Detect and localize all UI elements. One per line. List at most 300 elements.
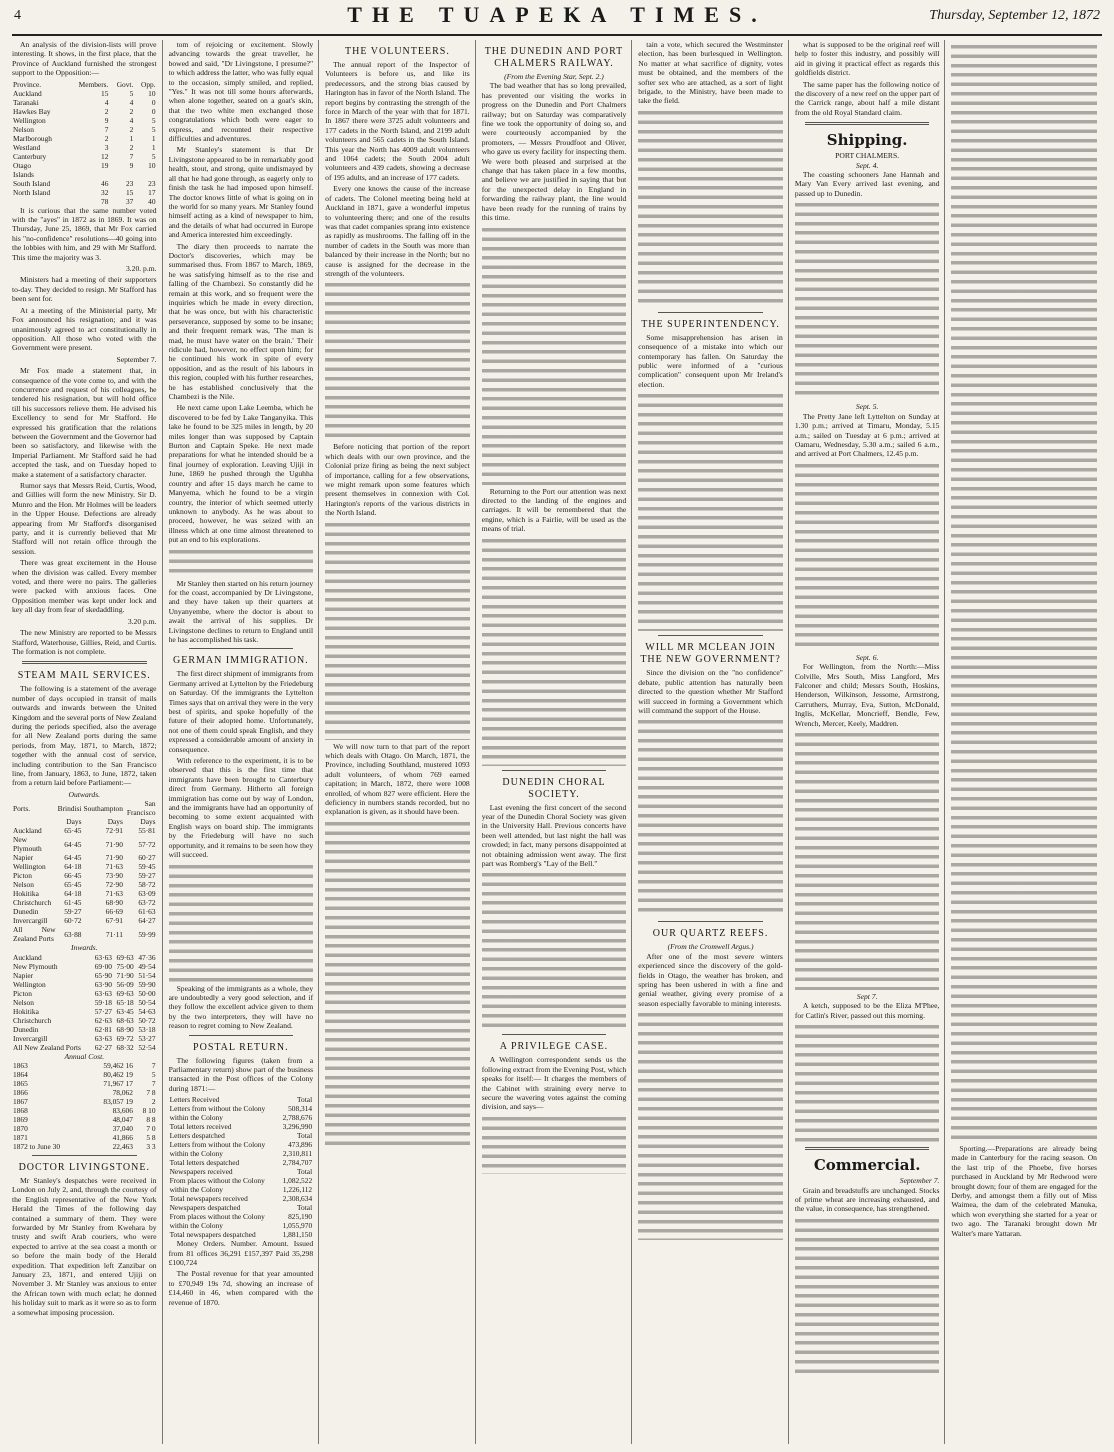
article-text: An analysis of the division-lists will prove interesting. It shows, in the first place, that the Province of Auckland furnished the strongest support to the Opposition:—	[12, 40, 157, 78]
table-cell: 55·81	[138, 826, 156, 836]
table-cell: 78	[101, 196, 109, 206]
article-text: Before noticing that portion of the report which deals with our own province, and the Colonial prize firing as being the next subject of importance, calling for a few observations, we might remark upon some features which present themselves in connexion with Col. Harington's reports of the various districts in the North Island.	[325, 442, 470, 518]
table-row	[169, 1104, 314, 1113]
article-text: Money Orders. Number. Amount. Issued from 81 offices 36,291 £157,397 Paid 35,298 £100,724	[168, 1239, 314, 1267]
column-header: Days	[66, 817, 82, 827]
table-cell: 63·72	[138, 898, 156, 908]
table-cell: 69·63	[116, 952, 134, 962]
illegible-text-block	[482, 225, 627, 485]
article-heading: A PRIVILEGE CASE.	[499, 1041, 609, 1053]
table-cell: 63·09	[138, 889, 156, 899]
table-cell: 2,310,811	[282, 1149, 313, 1159]
table-cell: 1871	[13, 1133, 28, 1142]
table-cell: 53·27	[138, 1033, 156, 1043]
table-row	[12, 188, 157, 197]
table-cell: 3,296,990	[282, 1122, 313, 1132]
article-heading: POSTAL RETURN.	[193, 1041, 289, 1053]
table-cell: 49·54	[138, 961, 156, 971]
table-cell: Auckland	[13, 826, 42, 836]
dateline: Sept. 5.	[855, 402, 879, 412]
table-cell: 57·72	[138, 839, 156, 849]
table-row	[12, 826, 157, 835]
article-text: He next came upon Lake Leemba, which he discovered to be fed by Lake Tanganyika. This lake he found to be 325 miles in length, by 20 miles longer than was supposed by Captain Burton and Captain Speke. He next made preparations for what he intended should be a final journey of exploration. Leaving Ujiji in June, 1869 he pushed through the Uguhha country and after 15 days march he came to Manyema, which he found to be a virgin country, the interior of which seemed utterly unknown to anybody. As he was about to proceed, however, he was seized with an illness which at one time almost threatened to put an end to his explorations.	[168, 403, 314, 545]
page-number: 4	[14, 8, 21, 23]
table-cell: Napier	[13, 970, 34, 980]
table-cell: 83,057 19	[103, 1097, 133, 1106]
table-cell: 1870	[13, 1124, 28, 1133]
table-cell: Total letters despatched	[169, 1158, 240, 1168]
table-row	[12, 962, 157, 971]
table-cell: Total newspapers received	[169, 1194, 248, 1204]
table-cell: Christchurch	[13, 898, 52, 908]
table-cell: Picton	[13, 988, 32, 998]
article-text: Rumor says that Messrs Reid, Curtis, Wood, and Gillies will form the new Ministry. Sir D. Munro and the Hon. Mr Holmes will be leaders in the Upper House. Defections are already appearing from Mr Stafford's disorganised party, and it is currently believed that Mr Stafford will not retain office through the session.	[12, 481, 157, 556]
table-cell: 67·91	[105, 916, 123, 926]
table-cell: 5	[151, 151, 156, 161]
table-row	[12, 170, 157, 179]
column-header: Days	[107, 817, 123, 827]
table-row	[12, 871, 157, 880]
table-row	[12, 880, 157, 889]
table-cell: 22,463	[112, 1142, 133, 1151]
postal-table	[169, 1095, 314, 1239]
table-row	[12, 998, 157, 1007]
table-cell: Total	[297, 1203, 313, 1213]
table-cell: 52·54	[138, 1042, 156, 1052]
table-cell: All New Zealand Ports	[13, 925, 56, 944]
newspaper-title: THE TUAPEKA TIMES.	[347, 2, 767, 27]
divider	[22, 661, 147, 664]
table-cell: within the Colony	[169, 1221, 223, 1231]
table-cell: Wellington	[13, 862, 46, 872]
table-cell: 66·69	[105, 907, 123, 917]
table-cell: Newspapers despatched	[169, 1203, 241, 1213]
table-cell: 0	[151, 106, 156, 116]
illegible-text-block	[482, 536, 627, 766]
table-cell: 2,784,707	[282, 1158, 313, 1168]
article-text: Some misapprehension has arisen in consequence of a mistake into which our contemporary has fallen. On Saturday the public were informed of a "curious complication" consequent upon Mr Ireland's election.	[638, 332, 783, 389]
illegible-text-block	[638, 1010, 783, 1240]
column-5	[638, 40, 789, 1444]
table-cell: 64·18	[64, 862, 82, 872]
column-header: Opp.	[140, 79, 156, 89]
table-cell: 1,226,112	[282, 1185, 313, 1195]
column-header	[12, 817, 57, 826]
dateline: Sept 7.	[856, 991, 878, 1001]
table-cell: 62·27	[94, 1042, 112, 1052]
table-row	[12, 1079, 157, 1088]
table-cell: 2	[104, 133, 109, 143]
table-row	[12, 1133, 157, 1142]
table-cell: 62·81	[94, 1024, 112, 1034]
table-cell: Napier	[13, 853, 34, 863]
table-cell: 1868	[13, 1106, 28, 1115]
table-cell: 4	[129, 97, 134, 107]
table-row	[12, 89, 157, 98]
divider	[658, 635, 763, 636]
article-text: We will now turn to that part of the report which deals with Otago. On March, 1871, the Province, including Southland, mustered 1093 adult volunteers, of whom 769 earned capitation; in March, 1872, there were 1008 enrolled, of whom 827 were efficient. Here the deficiency in numbers stands recorded, but no explanation is given, as it should have been.	[325, 741, 470, 817]
table-cell: 68·90	[116, 1024, 134, 1034]
column-header: Ports.	[13, 803, 31, 813]
table-cell: Canterbury	[13, 151, 47, 161]
illegible-text-block	[325, 520, 470, 740]
table-cell: 63·90	[94, 979, 112, 989]
table-row	[12, 1097, 157, 1106]
article-text: It is curious that the same number voted with the "ayes" in 1872 as in 1869. It was on Thursday, June 25, 1869, that Mr Fox carried his "no-confidence" resolutions—40 going into the lobbies with him, and 29 with Mr Stafford. This time the majority was 3.	[12, 205, 157, 262]
table-cell: 10	[148, 88, 156, 98]
table-cell: 50·00	[138, 988, 156, 998]
table-cell: Nelson	[13, 124, 34, 134]
table-cell: 5 8	[146, 1133, 156, 1142]
divider	[805, 122, 930, 125]
division-table	[12, 80, 157, 206]
table-row	[169, 1140, 314, 1149]
illegible-text-block	[795, 1022, 940, 1142]
table-cell: Auckland	[13, 88, 42, 98]
table-cell: 61·45	[64, 898, 82, 908]
table-row	[12, 980, 157, 989]
article-text: Returning to the Port our attention was next directed to the landing of the engines and carriages. It will be remembered that the engine, which is a Fairlie, will be used as the means of trial.	[481, 486, 627, 534]
article-heading: THE DUNEDIN AND PORT CHALMERS RAILWAY.	[484, 46, 624, 69]
column-7	[951, 40, 1102, 1444]
divider	[502, 1034, 607, 1035]
table-cell: 7	[151, 1079, 156, 1088]
table-row	[169, 1176, 314, 1185]
table-cell: 2	[151, 1097, 156, 1106]
table-cell: 8 8	[146, 1115, 156, 1124]
article-text: what is supposed to be the original reef will help to foster this industry, and possibly will aid in giving it practical effect as regards this goldfields district.	[794, 40, 940, 78]
illegible-text-block	[795, 1216, 940, 1376]
table-cell: within the Colony	[169, 1149, 223, 1159]
table-cell: Total letters received	[169, 1122, 232, 1132]
table-cell: 5	[129, 88, 134, 98]
table-cell: 7	[151, 1061, 156, 1070]
table-cell: 68·32	[116, 1042, 134, 1052]
table-row	[12, 989, 157, 998]
table-cell: 12	[101, 151, 109, 161]
table-caption: Annual Cost.	[64, 1051, 105, 1061]
table-row	[169, 1131, 314, 1140]
table-cell: Total	[297, 1095, 313, 1105]
article-text: Sporting.—Preparations are already being made in Canterbury for the racing season. On the last trip of the Phoebe, five horses purchased in Auckland by Mr Redwood were brought down; four of them are engaged for the Derby, and amongst them a filly out of Miss Waimea, the dam of the celebrated Manuka, which won everything she started for a year or two ago. The Taranaki brought down Mr Walter's mare Yattaran.	[951, 1144, 1097, 1238]
article-text: The same paper has the following notice of the discovery of a new reef on the upper part of the Carrick range, about half a mile distant from the old Royal Standard claim.	[794, 79, 940, 117]
table-row	[12, 116, 157, 125]
table-row	[12, 1025, 157, 1034]
table-cell: 71,967 17	[103, 1079, 133, 1088]
table-cell: Wellington	[13, 115, 46, 125]
divider	[805, 1147, 930, 1150]
table-cell: 66·45	[64, 871, 82, 881]
table-row	[169, 1149, 314, 1158]
table-cell: From places without the Colony	[169, 1212, 265, 1222]
divider	[658, 312, 763, 313]
table-cell: Letters Received	[169, 1095, 220, 1105]
table-row	[169, 1158, 314, 1167]
table-cell: 53·18	[138, 1024, 156, 1034]
table-cell: Hokitika	[13, 889, 39, 899]
table-cell: 825,190	[288, 1212, 313, 1222]
table-row	[12, 197, 157, 206]
mail-inwards-table	[12, 953, 157, 1052]
illegible-text-block	[325, 819, 470, 1149]
table-cell: 9	[129, 160, 134, 170]
table-cell: 78,062	[112, 1088, 133, 1097]
table-cell: 23	[125, 178, 134, 188]
article-text: A Wellington correspondent sends us the following extract from the Evening Post, which speaks for itself:— It charges the members of the Cabinet with straining every nerve to secure the wavering votes against the coming division, and says—	[481, 1055, 627, 1112]
table-cell: Islands	[13, 169, 34, 179]
table-cell: 2,308,634	[282, 1194, 313, 1204]
table-row	[169, 1221, 314, 1230]
table-cell: 1	[151, 142, 156, 152]
table-row	[12, 953, 157, 962]
table-row	[12, 1115, 157, 1124]
table-row	[169, 1113, 314, 1122]
table-cell: From places without the Colony	[169, 1176, 265, 1186]
table-cell: Letters from without the Colony	[169, 1140, 266, 1150]
table-cell: 5	[151, 115, 156, 125]
article-text: Last evening the first concert of the second year of the Dunedin Choral Society was given in the University Hall. Previous concerts have been well attended, but last night the hall was crowded; in fact, many persons disappointed at not obtaining admission went away. The first part was Romberg's "Lay of the Bell."	[481, 802, 627, 868]
table-cell: 46	[101, 178, 109, 188]
divider	[658, 921, 763, 922]
article-heading: DOCTOR LIVINGSTONE.	[18, 1162, 150, 1173]
column-header: Southampton	[83, 803, 123, 813]
table-row	[169, 1203, 314, 1212]
table-cell: 9	[104, 115, 109, 125]
table-row	[169, 1212, 314, 1221]
table-row	[12, 1016, 157, 1025]
table-row	[12, 1088, 157, 1097]
column-6	[795, 40, 946, 1444]
table-cell: Letters from without the Colony	[169, 1104, 266, 1114]
article-text: The diary then proceeds to narrate the Doctor's discoveries, which may be summarised thus. From 1867 to March, 1869, he was satisfying himself as to the rise and falling of the Chambezi. So constantly did he remain at this work, and so frequent were the inquiries which he made in every direction, that he was once, but with his characteristic perseverance, supposed by some to be insane; and their frequent remark was, 'The man is mad, he must have water on the brain.' Their ridicule had, however, no effect upon him; for he continued his work in spite of every opposition, and as the result of his labours in this region, coupled with his further researches, he has established conclusively that the Chambezi is the Nile.	[168, 241, 314, 402]
article-heading: THE VOLUNTEERS.	[345, 46, 450, 57]
illegible-text-block	[795, 730, 940, 990]
table-cell: 61·63	[138, 907, 156, 917]
section-heading: Shipping.	[826, 131, 908, 150]
table-cell: 68·90	[105, 898, 123, 908]
table-cell: 23	[148, 178, 156, 188]
article-heading: OUR QUARTZ REEFS.	[652, 928, 769, 940]
table-cell: 1867	[13, 1097, 28, 1106]
table-cell: 2	[129, 124, 134, 134]
column-header: Days	[140, 817, 156, 827]
article-text: The Postal revenue for that year amounted to £70,949 19s 7d, showing an increase of £14,460 in 46, when compared with the revenue of 1870.	[168, 1269, 314, 1307]
divider	[189, 648, 294, 649]
table-cell: 0	[151, 97, 156, 107]
illegible-text-block	[795, 200, 940, 400]
table-cell: 65·90	[94, 970, 112, 980]
article-text: Since the division on the "no confidence" debate, public attention has naturally been directed to the question whether Mr Stafford will succeed in forming a Government which will command the support of the House.	[638, 668, 783, 715]
table-cell: 80,462 19	[103, 1070, 133, 1079]
table-cell: 64·18	[64, 889, 82, 899]
article-text: Mr Fox made a statement that, in consequence of the vote come to, and with the concurrence and request of his colleagues, he tendered his resignation, but will hold office till his successors relieve them. He advised his Excellency to send for Mr Stafford. He expressed his gratification that the relations between the Government and the Governor had been so satisfactory, and likewise with the Imperial Parliament. Mr Stafford said he had accepted the task, and on Tuesday hoped to make a statement of a satisfactory character.	[12, 366, 157, 479]
page-columns	[12, 40, 1102, 1444]
table-cell: 50·72	[138, 1015, 156, 1025]
divider	[32, 1155, 137, 1156]
illegible-text-block	[169, 547, 314, 577]
table-row	[12, 98, 157, 107]
article-heading: THE SUPERINTENDENCY.	[641, 318, 780, 330]
illegible-text-block	[795, 461, 940, 651]
table-cell: 65·18	[116, 997, 134, 1007]
table-cell: 1869	[13, 1115, 28, 1124]
table-caption: Outwards.	[68, 789, 101, 799]
article-text: The following is a statement of the average number of days occupied in transit of mails outwards and inwards between the United Kingdom and the several ports of New Zealand during the periods specified, also the average for all New Zealand ports during the same periods, from May, 1871, to March, 1872; together with the annual cost of service, including contribution to the San Francisco line, from January, 1863, to June, 1872, taken from a return laid before Parliament:—	[12, 684, 157, 788]
table-cell: Invercargill	[13, 1033, 48, 1043]
table-cell: 60·72	[64, 916, 82, 926]
column-header: Brindisi	[57, 803, 82, 813]
table-row	[12, 971, 157, 980]
article-text: The coasting schooners Jane Hannah and Mary Van Every arrived last evening, and passed up to Dunedin.	[794, 170, 940, 198]
table-cell: 64·27	[138, 916, 156, 926]
table-cell: Westland	[13, 142, 41, 152]
article-heading: DUNEDIN CHORAL SOCIETY.	[502, 776, 606, 800]
column-header: Govt.	[116, 79, 134, 89]
divider	[502, 770, 607, 771]
table-cell: 71·90	[105, 853, 123, 863]
table-cell: 59·90	[138, 979, 156, 989]
table-cell: 41,866	[112, 1133, 133, 1142]
table-cell: 19	[101, 160, 109, 170]
illegible-text-block	[951, 42, 1097, 1142]
table-cell: 73·90	[105, 871, 123, 881]
table-row	[169, 1095, 314, 1104]
table-cell: 69·72	[116, 1033, 134, 1043]
table-cell: 59·27	[138, 871, 156, 881]
table-row	[12, 161, 157, 170]
table-row	[12, 1061, 157, 1070]
table-cell: South Island	[13, 178, 51, 188]
table-cell: 58·72	[138, 880, 156, 890]
table-cell: 2,788,676	[282, 1113, 313, 1123]
table-cell: Wellington	[13, 979, 46, 989]
table-cell: 54·63	[138, 1006, 156, 1016]
article-text: Every one knows the cause of the increase of cadets. The Colonel meeting being held at Auckland in 1871, gave a wonderful impetus to volunteering there; and one of the results was that cadet companies sprang into existence as rapidly as mushrooms. The falling off in the number of cadets in the South was more than balanced by their increase in the North; but no cause is assigned for the decrease in the strength of the volunteers.	[325, 184, 470, 278]
table-row	[12, 898, 157, 907]
table-row	[12, 143, 157, 152]
dateline: September 7.	[899, 1176, 940, 1186]
table-cell: 1872 to June 30	[13, 1142, 61, 1151]
table-cell: 15	[125, 187, 134, 197]
table-row	[12, 125, 157, 134]
table-cell: 64·45	[64, 853, 82, 863]
article-text: Mr Stanley then started on his return journey for the coast, accompanied by Dr Livingstone, and they have taken up their quarters at Unyanyembe, where the doctor is about to await the arrival of his supplies. Dr Livingstone declines to return to England until he has accomplished his task.	[168, 578, 314, 644]
table-cell: Total newspapers despatched	[169, 1230, 256, 1240]
table-cell: 7	[129, 151, 134, 161]
table-cell: 3	[104, 142, 109, 152]
table-cell: 1,881,150	[282, 1230, 313, 1240]
table-cell: 17	[148, 187, 156, 197]
table-cell: 62·63	[94, 1015, 112, 1025]
table-cell: Newspapers received	[169, 1167, 233, 1177]
article-text: Grain and breadstuffs are unchanged. Stocks of prime wheat are increasing exhausted, and the value, in consequence, has strengthened.	[794, 1185, 940, 1214]
article-text: The new Ministry are reported to be Messrs Stafford, Waterhouse, Gillies, Reid, and Curtis. The formation is not complete.	[12, 628, 157, 656]
article-heading: STEAM MAIL SERVICES.	[17, 670, 151, 682]
table-cell: 2	[129, 106, 134, 116]
column-header: San Francisco	[126, 799, 156, 818]
table-cell: 56·09	[116, 979, 134, 989]
article-text: Mr Stanley's despatches were received in London on July 2, and, through the courtesy of the English representative of the New York Herald the Times of the following day contained a summary of them. They were forwarded by Mr Stanley from Kwehara by trusty and swift Arab couriers, who were expected to arrive at the sea coast a month or so before the main body of the Herald expedition. That expedition left Zanzibar on January 23, 1871, and entered Ujiji on November 3. Mr Stanley was anxious to enter the African town with much eclat; he donned his holiday suit to mark as it were so as to form a somewhat imposing procession.	[12, 1176, 157, 1317]
article-text: The annual report of the Inspector of Volunteers is before us, and like its predecessors, and the strong bias caused by Harington has in favor of the North Island. The report begins by contrasting the strength of the force in March of the year with that for 1871. In 1867 there were 3725 adult volunteers and 177 cadets in the North Island, and 2199 adult volunteers and 565 cadets in the South Island. This year the North has 4009 adult volunteers and 1064 cadets; the South 2004 adult volunteers and 439 cadets, showing a decrease of 195 adults, and an increase of 177 cadets.	[325, 60, 470, 182]
table-row	[12, 179, 157, 188]
table-cell	[12, 197, 67, 206]
table-cell: Picton	[13, 871, 32, 881]
table-cell: 1	[129, 133, 134, 143]
table-cell: New Plymouth	[13, 835, 42, 854]
illegible-text-block	[638, 108, 783, 308]
table-cell: 63·63	[94, 952, 112, 962]
table-row	[12, 1142, 157, 1151]
table-cell: 71·63	[105, 889, 123, 899]
table-cell: 4	[104, 97, 109, 107]
table-cell: Dunedin	[13, 1024, 39, 1034]
table-cell: 71·63	[105, 862, 123, 872]
table-cell: 63·63	[94, 1033, 112, 1043]
table-caption: Inwards.	[71, 943, 98, 953]
table-row	[12, 835, 157, 853]
table-row	[12, 1043, 157, 1052]
table-cell: All New Zealand Ports	[13, 1042, 81, 1052]
table-cell: 59·45	[138, 862, 156, 872]
table-row	[12, 1007, 157, 1016]
table-cell: 2	[129, 142, 134, 152]
table-row	[12, 152, 157, 161]
section-heading: Commercial.	[813, 1156, 921, 1175]
table-cell: Auckland	[13, 952, 42, 962]
table-cell: 60·27	[138, 853, 156, 863]
table-cell: 8 10	[142, 1106, 156, 1115]
table-cell: 7 8	[146, 1088, 156, 1097]
table-cell: 57·27	[94, 1006, 112, 1016]
illegible-text-block	[169, 862, 314, 982]
table-row	[12, 107, 157, 116]
article-text: There was great excitement in the House when the division was called. Every member voted, and there were no pairs. The galleries were packed with anxious faces. One Opposition member was kept under lock and key all day from fear of skedaddling.	[12, 558, 157, 615]
table-cell: Dunedin	[13, 907, 39, 917]
table-cell: 63·45	[116, 1006, 134, 1016]
table-row	[12, 907, 157, 916]
table-row	[12, 134, 157, 143]
table-cell: 71·11	[105, 929, 123, 939]
table-cell: 5	[151, 124, 156, 134]
table-cell: 1864	[13, 1070, 28, 1079]
table-cell: Nelson	[13, 880, 34, 890]
table-cell: 4	[129, 115, 134, 125]
illegible-text-block	[482, 1114, 627, 1174]
table-cell: 508,314	[288, 1104, 313, 1114]
table-cell: 59·18	[94, 997, 112, 1007]
table-row	[12, 1070, 157, 1079]
table-row	[169, 1185, 314, 1194]
article-source: (From the Evening Star, Sept. 2.)	[504, 72, 604, 81]
table-cell: 72·90	[105, 880, 123, 890]
table-cell: 473,896	[288, 1140, 313, 1150]
article-text: Speaking of the immigrants as a whole, they are undoubtedly a very good selection, and if they follow the excellent advice given to them by the two interpreters, they will have no reason to regret coming to New Zealand.	[168, 983, 314, 1031]
table-cell: Christchurch	[13, 1015, 52, 1025]
article-text: A ketch, supposed to be the Eliza M'Phee, for Catlin's River, passed out this morning.	[794, 1001, 940, 1020]
table-cell: 65·45	[64, 880, 82, 890]
table-cell: 37	[125, 196, 134, 206]
table-cell: Invercargill	[13, 916, 48, 926]
table-cell: 69·00	[94, 961, 112, 971]
table-cell: within the Colony	[169, 1185, 223, 1195]
table-cell: 48,047	[112, 1115, 133, 1124]
table-row	[169, 1230, 314, 1239]
table-cell: 63·88	[64, 929, 82, 939]
article-text: Mr Stanley's statement is that Dr Livingstone appeared to be in remarkably good health, stout, and strong, quite undismayed by all that he had gone through, as eagerly only to finish the task he had imposed upon himself. The doctor knows little of what is going on in the world for so many years. Mr Stanley found himself acting as a kind of newspaper to him, and the details of what had occurred in Europe and America interested him exceedingly.	[168, 145, 314, 240]
article-text: The bad weather that has so long prevailed, has prevented our visiting the works in progress on the Dunedin and Port Chalmers railway; but on Saturday was comparatively fine we took the opportunity of doing so, and were courteously accompanied by the promoters, — Messrs Proudfoot and Oliver, who gave us every facility for inspecting them. We were both pleased and surprised at the change that has taken place in a few months, and believe we are justified in saying that but for the unexpected delay in England in forwarding the railway plant, the line would have been ready for the running of trains by this time.	[481, 81, 627, 223]
table-cell: 15	[101, 88, 109, 98]
dateline: September 7.	[116, 354, 157, 364]
